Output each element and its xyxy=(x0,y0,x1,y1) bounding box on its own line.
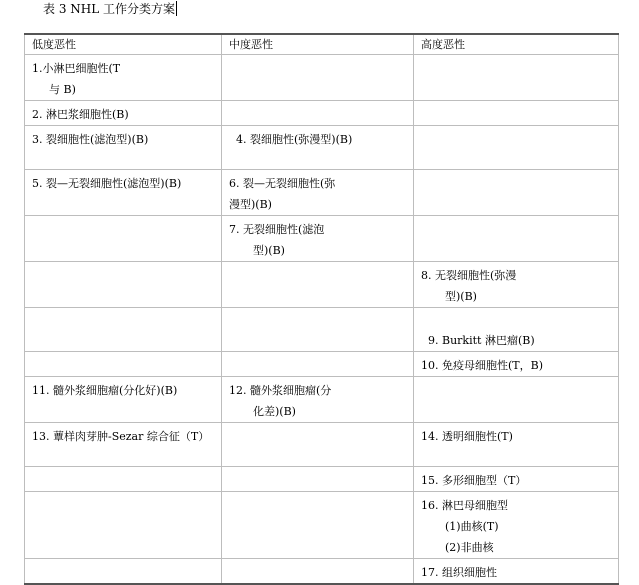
cell-mid xyxy=(222,101,414,126)
cell-text: 漫型)(B) xyxy=(229,198,272,211)
cell-text: (2)非曲核 xyxy=(445,541,494,554)
cell-text: 13. 蕈样肉芽肿-Sezar 综合征（T） xyxy=(32,430,210,443)
cell-low xyxy=(25,308,222,352)
table-row xyxy=(25,216,619,262)
cell-mid xyxy=(222,423,414,467)
cell-mid xyxy=(222,352,414,377)
cell-text: 10. 免疫母细胞性(T，B) xyxy=(421,359,543,372)
cell-text: 9. Burkitt 淋巴瘤(B) xyxy=(428,334,535,347)
table-row xyxy=(25,423,619,467)
cell-mid xyxy=(222,55,414,101)
cell-text: 与 B) xyxy=(49,83,76,96)
cell-text: 化差)(B) xyxy=(253,405,296,418)
cell-text: 14. 透明细胞性(T) xyxy=(421,430,513,443)
cell-text: 7. 无裂细胞性(滤泡 xyxy=(229,223,325,236)
table-row xyxy=(25,262,619,308)
cell-text: 1.小淋巴细胞性(T xyxy=(32,62,121,75)
table-row xyxy=(25,55,619,101)
table-row xyxy=(25,352,619,377)
cell-high xyxy=(414,262,619,308)
cell-mid xyxy=(222,308,414,352)
cell-text: 5. 裂—无裂细胞性(滤泡型)(B) xyxy=(32,177,182,190)
cell-high xyxy=(414,467,619,492)
cell-text: 8. 无裂细胞性(弥漫 xyxy=(421,269,517,282)
table-row xyxy=(25,308,619,352)
header-low-grade: 低度恶性 xyxy=(25,34,222,55)
cell-low xyxy=(25,170,222,216)
cell-text: (1)曲核(T) xyxy=(445,520,499,533)
cell-high xyxy=(414,170,619,216)
cell-mid xyxy=(222,377,414,423)
cell-high xyxy=(414,308,619,352)
cell-low xyxy=(25,262,222,308)
nhl-classification-table xyxy=(24,33,619,585)
cell-low xyxy=(25,423,222,467)
cell-text: 型)(B) xyxy=(253,244,285,257)
cell-high xyxy=(414,559,619,585)
header-high-grade: 高度恶性 xyxy=(414,34,619,55)
table-row xyxy=(25,101,619,126)
table-row xyxy=(25,126,619,170)
header-intermediate-grade: 中度恶性 xyxy=(222,34,414,55)
cell-mid xyxy=(222,467,414,492)
cell-text: 12. 髓外浆细胞瘤(分 xyxy=(229,384,332,397)
cell-text: 型)(B) xyxy=(445,290,477,303)
text-cursor xyxy=(176,1,177,16)
table-row xyxy=(25,559,619,585)
cell-low xyxy=(25,467,222,492)
cell-low xyxy=(25,559,222,585)
cell-low xyxy=(25,492,222,559)
cell-high xyxy=(414,216,619,262)
table-row xyxy=(25,170,619,216)
cell-high xyxy=(414,101,619,126)
cell-mid xyxy=(222,216,414,262)
cell-text: 2. 淋巴浆细胞性(B) xyxy=(32,108,129,121)
table-row xyxy=(25,377,619,423)
cell-high xyxy=(414,352,619,377)
cell-low xyxy=(25,126,222,170)
cell-mid xyxy=(222,262,414,308)
cell-high xyxy=(414,377,619,423)
cell-low xyxy=(25,216,222,262)
table-row xyxy=(25,467,619,492)
cell-text: 11. 髓外浆细胞瘤(分化好)(B) xyxy=(32,384,178,397)
cell-mid xyxy=(222,559,414,585)
cell-text: 17. 组织细胞性 xyxy=(421,566,497,579)
cell-mid xyxy=(222,126,414,170)
cell-low xyxy=(25,352,222,377)
cell-high xyxy=(414,126,619,170)
cell-high xyxy=(414,492,619,559)
cell-mid xyxy=(222,170,414,216)
cell-mid xyxy=(222,492,414,559)
cell-text: 15. 多形细胞型（T） xyxy=(421,474,527,487)
cell-high xyxy=(414,55,619,101)
table-row xyxy=(25,492,619,559)
cell-text: 6. 裂—无裂细胞性(弥 xyxy=(229,177,336,190)
table-caption: 表 3 NHL 工作分类方案 xyxy=(43,2,176,16)
cell-high xyxy=(414,423,619,467)
cell-text: 3. 裂细胞性(滤泡型)(B) xyxy=(32,133,149,146)
cell-text: 16. 淋巴母细胞型 xyxy=(421,499,508,512)
cell-low xyxy=(25,55,222,101)
cell-low xyxy=(25,101,222,126)
table-header-row xyxy=(25,34,619,55)
cell-text: 4. 裂细胞性(弥漫型)(B) xyxy=(236,133,353,146)
cell-low xyxy=(25,377,222,423)
